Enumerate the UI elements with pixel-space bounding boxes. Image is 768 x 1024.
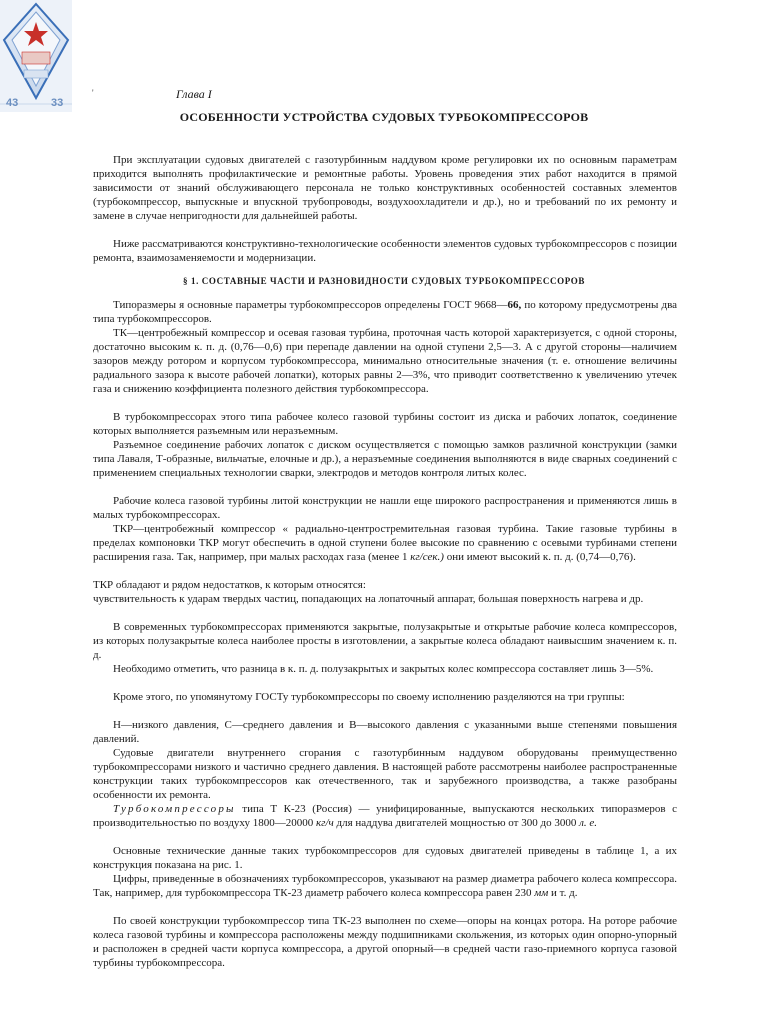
paragraph: Цифры, приведенные в обозначениях турбокомпрессоров, указывают на размер диаметра рабочего колеса компрессора. Так, например, для турбокомпрессора ТК-23 диаметр рабочего колеса компрессора равен 230 мм и т. д. bbox=[93, 873, 677, 899]
paragraph: Н—низкого давления, С—среднего давления и В—высокого давления с указанными выше степенями повышения давлений. bbox=[93, 719, 677, 745]
chapter-label: Глава I bbox=[176, 87, 212, 101]
emblem-graphic bbox=[0, 0, 72, 112]
paragraph: В турбокомпрессорах этого типа рабочее колесо газовой турбины состоит из диска и рабочих лопаток, соединение которых выполняется разъемным или неразъемным. bbox=[93, 411, 677, 437]
margin-mark: ' bbox=[92, 88, 94, 98]
badge-ribbon bbox=[24, 70, 48, 78]
flag-icon bbox=[22, 52, 50, 64]
paragraph: Кроме этого, по упомянутому ГОСТу турбокомпрессоры по своему исполнению разделяются на три группы: bbox=[113, 691, 625, 703]
paragraph: ТК—центробежный компрессор и осевая газовая турбина, проточная часть которой характеризуется, с одной стороны, достаточно высоким к. п. д. (0,76—0,6) при перепаде давлении на одной ступени 2,5—3. А с другой стороны—наличием зазоров между ротором и корпусом турбокомпрессора, минимально относительные значения (т. е. отношение величины радиального зазора к высоте рабочей лопатки), которых равны 2—3%, что приводит соответственно к увеличению утечек газа и снижению коэффициента полезного действия турбокомпрессора. bbox=[93, 327, 677, 395]
paragraph: ТКР обладают и рядом недостатков, к которым относятся: bbox=[93, 579, 366, 591]
paragraph: Рабочие колеса газовой турбины литой конструкции не нашли еще широкого распространения и применяются лишь в малых турбокомпрессорах. bbox=[93, 495, 677, 521]
institute-emblem bbox=[0, 0, 72, 112]
paragraph: Необходимо отметить, что разница в к. п. д. полузакрытых и закрытых колес компрессора составляет лишь 3—5%. bbox=[113, 663, 654, 675]
paragraph: Судовые двигатели внутреннего сгорания с газотурбинным наддувом оборудованы преимущественно турбокомпрессорами низкого и частично среднего давления. В настоящей работе рассмотрены наиболее распространенные конструкции таких турбокомпрессоров как отечественного, так и зарубежного производства, а также разобраны особенности их ремонта. bbox=[93, 747, 677, 801]
page-title: ОСОБЕННОСТИ УСТРОЙСТВА СУДОВЫХ ТУРБОКОМПРЕССОРОВ bbox=[179, 110, 589, 124]
paragraph: Типоразмеры я основные параметры турбокомпрессоров определены ГОСТ 9668—66, по которому предусмотрены два типа турбокомпрессоров. bbox=[93, 299, 677, 325]
paragraph: чувствительность к ударам твердых частиц, попадающих на лопаточный аппарат, большая поверхность нагрева и др. bbox=[93, 593, 644, 605]
paragraph: Основные технические данные таких турбокомпрессоров для судовых двигателей приведены в таблице 1, а их конструкция показана на рис. 1. bbox=[93, 845, 677, 871]
paragraph: По своей конструкции турбокомпрессор типа ТК-23 выполнен по схеме—опоры на концах ротора. На роторе рабочие колеса газовой турбины и компрессора расположены между подшипниками скольжения, из которых один опорно-упорный и расположен в средней части корпуса компрессора, а другой опорный—в средней части газо-приемного корпуса газовой турбины турбокомпрессора. bbox=[93, 915, 677, 969]
emblem-number-right: 33 bbox=[51, 97, 64, 109]
emblem-number-left: 43 bbox=[6, 97, 19, 109]
paragraph: В современных турбокомпрессорах применяются закрытые, полузакрытые и открытые рабочие колеса компрессоров, из которых полузакрытые колеса наиболее просты в изготовлении, а закрытые колеса обладают наивысшим значением к. п. д. bbox=[93, 621, 677, 661]
paragraph: ТКР—центробежный компрессор « радиально-центростремительная газовая турбина. Такие газовые турбины в пределах компоновки ТКР могут обеспечить в одной ступени более высокие по сравнению с осевыми турбинами степени расширения газа. Так, например, при малых расходах газа (менее 1 кг/сек.) они имеют высокий к. п. д. (0,74—0,76). bbox=[93, 523, 677, 563]
paragraph: Разъемное соединение рабочих лопаток с диском осуществляется с помощью замков различной конструкции (замки типа Лаваля, Т-образные, вильчатые, елочные и др.), а неразъемные соединения выполняются в виде сварных соединений с применением специальных технологии сварки, электродов и методов контроля литых колес. bbox=[93, 439, 677, 479]
intro-paragraph-2: Ниже рассматриваются конструктивно-технологические особенности элементов судовых турбокомпрессоров с позиции ремонта, взаимозаменяемости и модернизации. bbox=[93, 238, 677, 264]
intro-paragraph-1: При эксплуатации судовых двигателей с газотурбинным наддувом кроме регулировки их по основным параметрам приходится выполнять профилактические и ремонтные работы. Уровень проведения этих работ находится в прямой зависимости от знаний обслуживающего персонала не только конструктивных особенностей составных элементов (турбокомпрессор, выпускные и впускной трубопроводы, воздухоохладители и др.), но и требований по их ремонту и замене в случае непригодности для дальнейшей работы. bbox=[93, 154, 677, 222]
paragraph: Турбокомпрессоры типа Т К-23 (Россия) — унифицированные, выпускаются нескольких типоразмеров с производительностью по воздуху 1800—20000 кг/ч для наддува двигателей мощностью от 300 до 3000 л. е. bbox=[93, 803, 677, 829]
section-heading: § 1. СОСТАВНЫЕ ЧАСТИ И РАЗНОВИДНОСТИ СУДОВЫХ ТУРБОКОМПРЕССОРОВ bbox=[183, 276, 585, 286]
